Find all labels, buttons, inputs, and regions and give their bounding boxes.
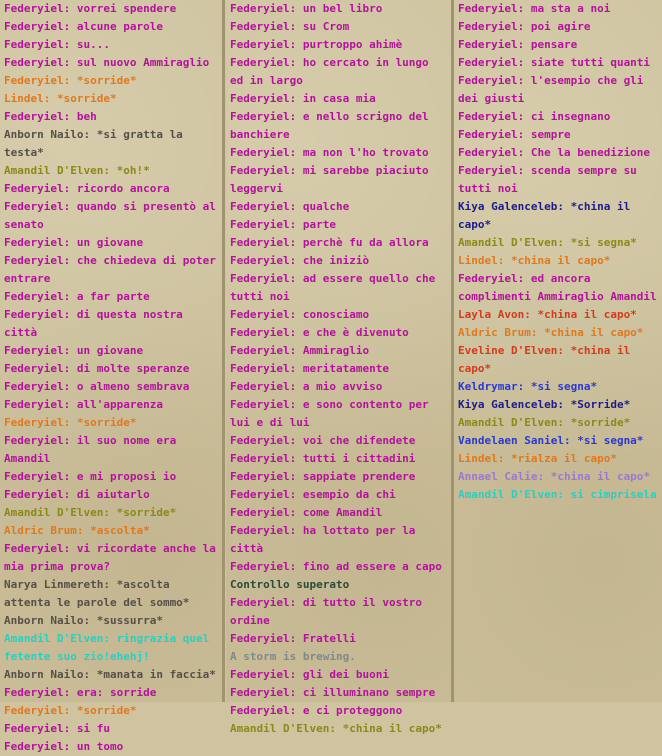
chat-message: Federyiel: ed ancora complimenti Ammiraglio Amandil bbox=[458, 272, 657, 303]
chat-message: Federyiel: voi che difendete bbox=[230, 434, 416, 447]
chat-message: Federyiel: esempio da chi bbox=[230, 488, 396, 501]
chat-message: Aldric Brum: *ascolta* bbox=[4, 524, 150, 537]
chat-message: Amandil D'Elven: *oh!* bbox=[4, 164, 150, 177]
chat-message: Federyiel: ci insegnano bbox=[458, 110, 611, 123]
chat-message: Federyiel: come Amandil bbox=[230, 506, 383, 519]
chat-message: Federyiel: e che è divenuto bbox=[230, 326, 409, 339]
chat-message: Federyiel: ma non l'ho trovato bbox=[230, 146, 429, 159]
chat-message: Lindel: *rialza il capo* bbox=[458, 452, 617, 465]
chat-message: Federyiel: parte bbox=[230, 218, 336, 231]
chat-message: Federyiel: ho cercato in lungo ed in largo bbox=[230, 56, 429, 87]
chat-message: Federyiel: sul nuovo Ammiraglio bbox=[4, 56, 210, 69]
chat-message: Federyiel: mi sarebbe piaciuto leggervi bbox=[230, 164, 429, 195]
chat-message: Federyiel: e nello scrigno del banchiere bbox=[230, 110, 429, 141]
chat-message: Federyiel: di molte speranze bbox=[4, 362, 190, 375]
chat-message: Federyiel: poi agire bbox=[458, 20, 591, 33]
chat-message: Layla Avon: *china il capo* bbox=[458, 308, 637, 321]
chat-message: Federyiel: quando si presentò al senato bbox=[4, 200, 216, 231]
chat-column-3 bbox=[454, 0, 662, 702]
chat-message: A storm is brewing. bbox=[230, 650, 356, 663]
chat-message: Federyiel: ha lottato per la città bbox=[230, 524, 416, 555]
chat-message: Federyiel: si fu bbox=[4, 722, 110, 735]
chat-message: Federyiel: alcune parole bbox=[4, 20, 163, 33]
chat-message: Federyiel: sempre bbox=[458, 128, 571, 141]
chat-message: Eveline D'Elven: *china il capo* bbox=[458, 344, 631, 375]
chat-message: Federyiel: su Crom bbox=[230, 20, 350, 33]
chat-message: Federyiel: Fratelli bbox=[230, 632, 356, 645]
chat-message: Federyiel: *sorride* bbox=[4, 74, 137, 87]
chat-message: Federyiel: di tutto il vostro ordine bbox=[230, 596, 423, 627]
chat-message: Federyiel: vorrei spendere bbox=[4, 2, 177, 15]
chat-message: Amandil D'Elven: *china il capo* bbox=[230, 722, 442, 735]
chat-message: Federyiel: e ci proteggono bbox=[230, 704, 403, 717]
chat-message: Anborn Nailo: *si gratta la testa* bbox=[4, 128, 183, 159]
column-divider bbox=[222, 0, 225, 702]
chat-message: Federyiel: il suo nome era Amandil bbox=[4, 434, 177, 465]
chat-message: Lindel: *china il capo* bbox=[458, 254, 611, 267]
chat-message: Aldric Brum: *china il capo* bbox=[458, 326, 644, 339]
chat-message: Federyiel: pensare bbox=[458, 38, 578, 51]
chat-message: Amandil D'Elven: *sorride* bbox=[4, 506, 177, 519]
chat-message: Federyiel: di questa nostra città bbox=[4, 308, 183, 339]
chat-message: Federyiel: qualche bbox=[230, 200, 350, 213]
chat-message: Federyiel: a mio avviso bbox=[230, 380, 383, 393]
chat-message: Federyiel: ricordo ancora bbox=[4, 182, 170, 195]
chat-message: Federyiel: purtroppo ahimè bbox=[230, 38, 403, 51]
chat-message: Federyiel: meritatamente bbox=[230, 362, 389, 375]
chat-message: Federyiel: era: sorride bbox=[4, 686, 157, 699]
chat-message: Federyiel: scenda sempre su tutti noi bbox=[458, 164, 637, 195]
chat-message: Federyiel: conosciamo bbox=[230, 308, 370, 321]
chat-message: Anborn Nailo: *sussurra* bbox=[4, 614, 163, 627]
chat-message: Federyiel: ad essere quello che tutti noi bbox=[230, 272, 436, 303]
chat-message: Anborn Nailo: *manata in faccia* bbox=[4, 668, 216, 681]
chat-message: Kiya Galenceleb: *china il capo* bbox=[458, 200, 631, 231]
chat-message: Amandil D'Elven: si cimprisela bbox=[458, 488, 657, 501]
chat-message: Federyiel: ci illuminano sempre bbox=[230, 686, 436, 699]
chat-message: Federyiel: all'apparenza bbox=[4, 398, 163, 411]
chat-message: Federyiel: un tomo bbox=[4, 740, 124, 753]
chat-message: Federyiel: e mi proposi io bbox=[4, 470, 177, 483]
chat-message: Federyiel: di aiutarlo bbox=[4, 488, 150, 501]
chat-column-1 bbox=[0, 0, 222, 753]
chat-message: Federyiel: ma sta a noi bbox=[458, 2, 611, 15]
chat-message: Lindel: *sorride* bbox=[4, 92, 117, 105]
chat-message: Federyiel: l'esempio che gli dei giusti bbox=[458, 74, 644, 105]
chat-message: Amandil D'Elven: *sorride* bbox=[458, 416, 631, 429]
chat-message: Vandelaen Saniel: *si segna* bbox=[458, 434, 644, 447]
chat-message: Federyiel: beh bbox=[4, 110, 97, 123]
chat-message: Federyiel: a far parte bbox=[4, 290, 150, 303]
chat-message: Federyiel: Che la benedizione bbox=[458, 146, 651, 159]
chat-message: Federyiel: *sorride* bbox=[4, 416, 137, 429]
chat-message: Federyiel: un giovane bbox=[4, 344, 144, 357]
chat-message: Federyiel: Ammiraglio bbox=[230, 344, 370, 357]
chat-message: Annael Calie: *china il capo* bbox=[458, 470, 651, 483]
chat-message: Controllo superato bbox=[230, 578, 350, 591]
chat-message: Kiya Galenceleb: *Sorride* bbox=[458, 398, 631, 411]
chat-message: Federyiel: in casa mia bbox=[230, 92, 376, 105]
chat-message: Federyiel: tutti i cittadini bbox=[230, 452, 416, 465]
chat-message: Keldrymar: *si segna* bbox=[458, 380, 598, 393]
chat-message: Federyiel: sappiate prendere bbox=[230, 470, 416, 483]
chat-message: Federyiel: che iniziò bbox=[230, 254, 370, 267]
chat-message: Narya Linmereth: *ascolta attenta le parole del sommo* bbox=[4, 578, 190, 609]
chat-message: Federyiel: siate tutti quanti bbox=[458, 56, 651, 69]
chat-message: Federyiel: che chiedeva di poter entrare bbox=[4, 254, 216, 285]
chat-message: Federyiel: su... bbox=[4, 38, 110, 51]
chat-message: Federyiel: un giovane bbox=[4, 236, 144, 249]
chat-message: Federyiel: fino ad essere a capo bbox=[230, 560, 442, 573]
chat-message: Federyiel: gli dei buoni bbox=[230, 668, 389, 681]
chat-message: Federyiel: un bel libro bbox=[230, 2, 383, 15]
chat-message: Federyiel: *sorride* bbox=[4, 704, 137, 717]
chat-column-2 bbox=[226, 0, 451, 735]
chat-message: Amandil D'Elven: *si segna* bbox=[458, 236, 637, 249]
chat-message: Federyiel: vi ricordate anche la mia prima prova? bbox=[4, 542, 216, 573]
chat-message: Federyiel: e sono contento per lui e di lui bbox=[230, 398, 429, 429]
chat-message: Federyiel: o almeno sembrava bbox=[4, 380, 190, 393]
chat-message: Federyiel: perchè fu da allora bbox=[230, 236, 429, 249]
chat-message: Amandil D'Elven: ringrazia quel fetente suo zio!ehehj! bbox=[4, 632, 210, 663]
